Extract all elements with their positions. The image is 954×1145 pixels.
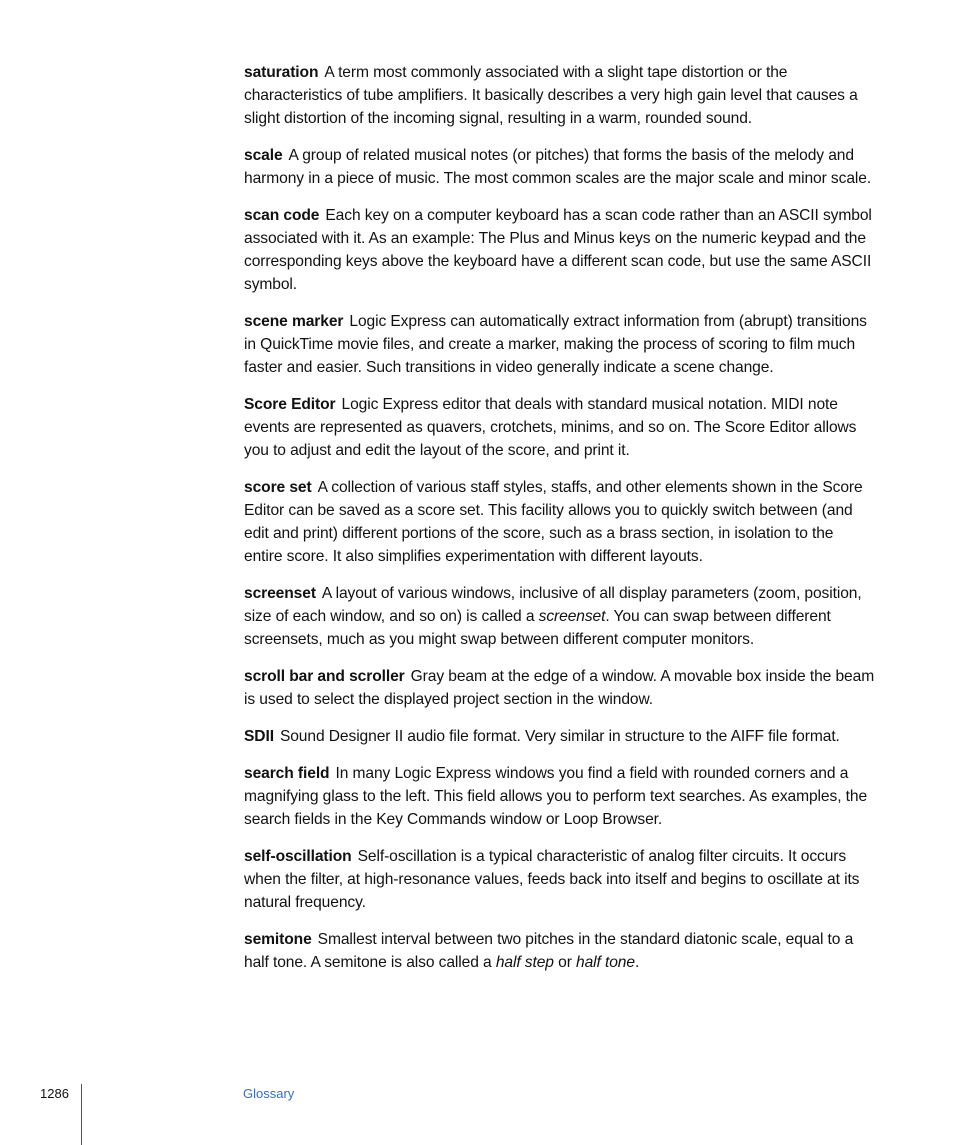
glossary-definition: . [634, 954, 640, 971]
glossary-term: scan code [244, 207, 320, 224]
glossary-term: saturation [244, 64, 319, 81]
glossary-term: semitone [244, 931, 312, 948]
glossary-term: scale [244, 147, 283, 164]
glossary-entry [244, 144, 876, 190]
glossary-term: search field [244, 765, 330, 782]
glossary-entries [244, 61, 876, 988]
footer-divider [81, 1084, 82, 1145]
glossary-definition: or [553, 954, 577, 971]
glossary-term: SDII [244, 728, 274, 745]
glossary-definition: A layout of various windows, inclusive of all display parameters (zoom, position, size of each window, and so on) is called a [244, 585, 862, 625]
glossary-definition: Gray beam at the edge of a window. A movable box inside the beam is used to select the displayed project section in the window. [244, 668, 875, 708]
glossary-emphasis: half step [495, 954, 554, 971]
glossary-definition: Each key on a computer keyboard has a scan code rather than an ASCII symbol associated with it. As an example: The Plus and Minus keys on the numeric keypad and the corresponding keys above the keyboard have a different scan code, but use the same ASCII symbol. [244, 207, 872, 293]
glossary-term: self-oscillation [244, 848, 352, 865]
glossary-entry [244, 393, 876, 462]
glossary-term: scene marker [244, 313, 344, 330]
glossary-entry [244, 762, 876, 831]
glossary-term: screenset [244, 585, 316, 602]
glossary-entry [244, 725, 876, 748]
glossary-term: Score Editor [244, 396, 336, 413]
glossary-entry [244, 204, 876, 296]
glossary-entry [244, 928, 876, 974]
glossary-term: scroll bar and scroller [244, 668, 405, 685]
glossary-entry [244, 582, 876, 651]
glossary-entry [244, 665, 876, 711]
glossary-definition: A group of related musical notes (or pitches) that forms the basis of the melody and harmony in a piece of music. The most common scales are the major scale and minor scale. [244, 147, 872, 187]
glossary-entry [244, 61, 876, 130]
glossary-definition: Logic Express can automatically extract information from (abrupt) transitions in QuickTime movie files, and create a marker, making the process of scoring to film much faster and easier. Such transitions in video generally indicate a scene change. [244, 313, 867, 376]
glossary-definition: Logic Express editor that deals with standard musical notation. MIDI note events are represented as quavers, crotchets, minims, and so on. The Score Editor allows you to adjust and edit the layout of the score, and print it. [244, 396, 857, 459]
glossary-definition: A collection of various staff styles, staffs, and other elements shown in the Score Editor can be saved as a score set. This facility allows you to quickly switch between (and edit and print) different portions of the score, such as a brass section, in isolation to the entire score. It also simplifies experimentation with different layouts. [244, 479, 863, 565]
glossary-emphasis: half tone [576, 954, 635, 971]
glossary-term: score set [244, 479, 312, 496]
footer-section-title: Glossary [243, 1086, 295, 1101]
glossary-definition: A term most commonly associated with a slight tape distortion or the characteristics of tube amplifiers. It basically describes a very high gain level that causes a slight distortion of the incoming signal, resulting in a warm, rounded sound. [244, 64, 858, 127]
glossary-definition: Sound Designer II audio file format. Very similar in structure to the AIFF file format. [279, 728, 840, 745]
glossary-entry [244, 845, 876, 914]
glossary-definition: Self-oscillation is a typical characteristic of analog filter circuits. It occurs when the filter, at high-resonance values, feeds back into itself and begins to oscillate at its natural frequency. [244, 848, 860, 911]
page-number: 1286 [40, 1086, 69, 1101]
glossary-definition: . You can swap between different screensets, much as you might swap between different computer monitors. [244, 608, 831, 648]
glossary-entry [244, 310, 876, 379]
glossary-definition: Smallest interval between two pitches in the standard diatonic scale, equal to a half tone. A semitone is also called a [244, 931, 854, 971]
glossary-definition: In many Logic Express windows you find a field with rounded corners and a magnifying glass to the left. This field allows you to perform text searches. As examples, the search fields in the Key Commands window or Loop Browser. [244, 765, 868, 828]
glossary-entry [244, 476, 876, 568]
glossary-emphasis: screenset [538, 608, 606, 625]
